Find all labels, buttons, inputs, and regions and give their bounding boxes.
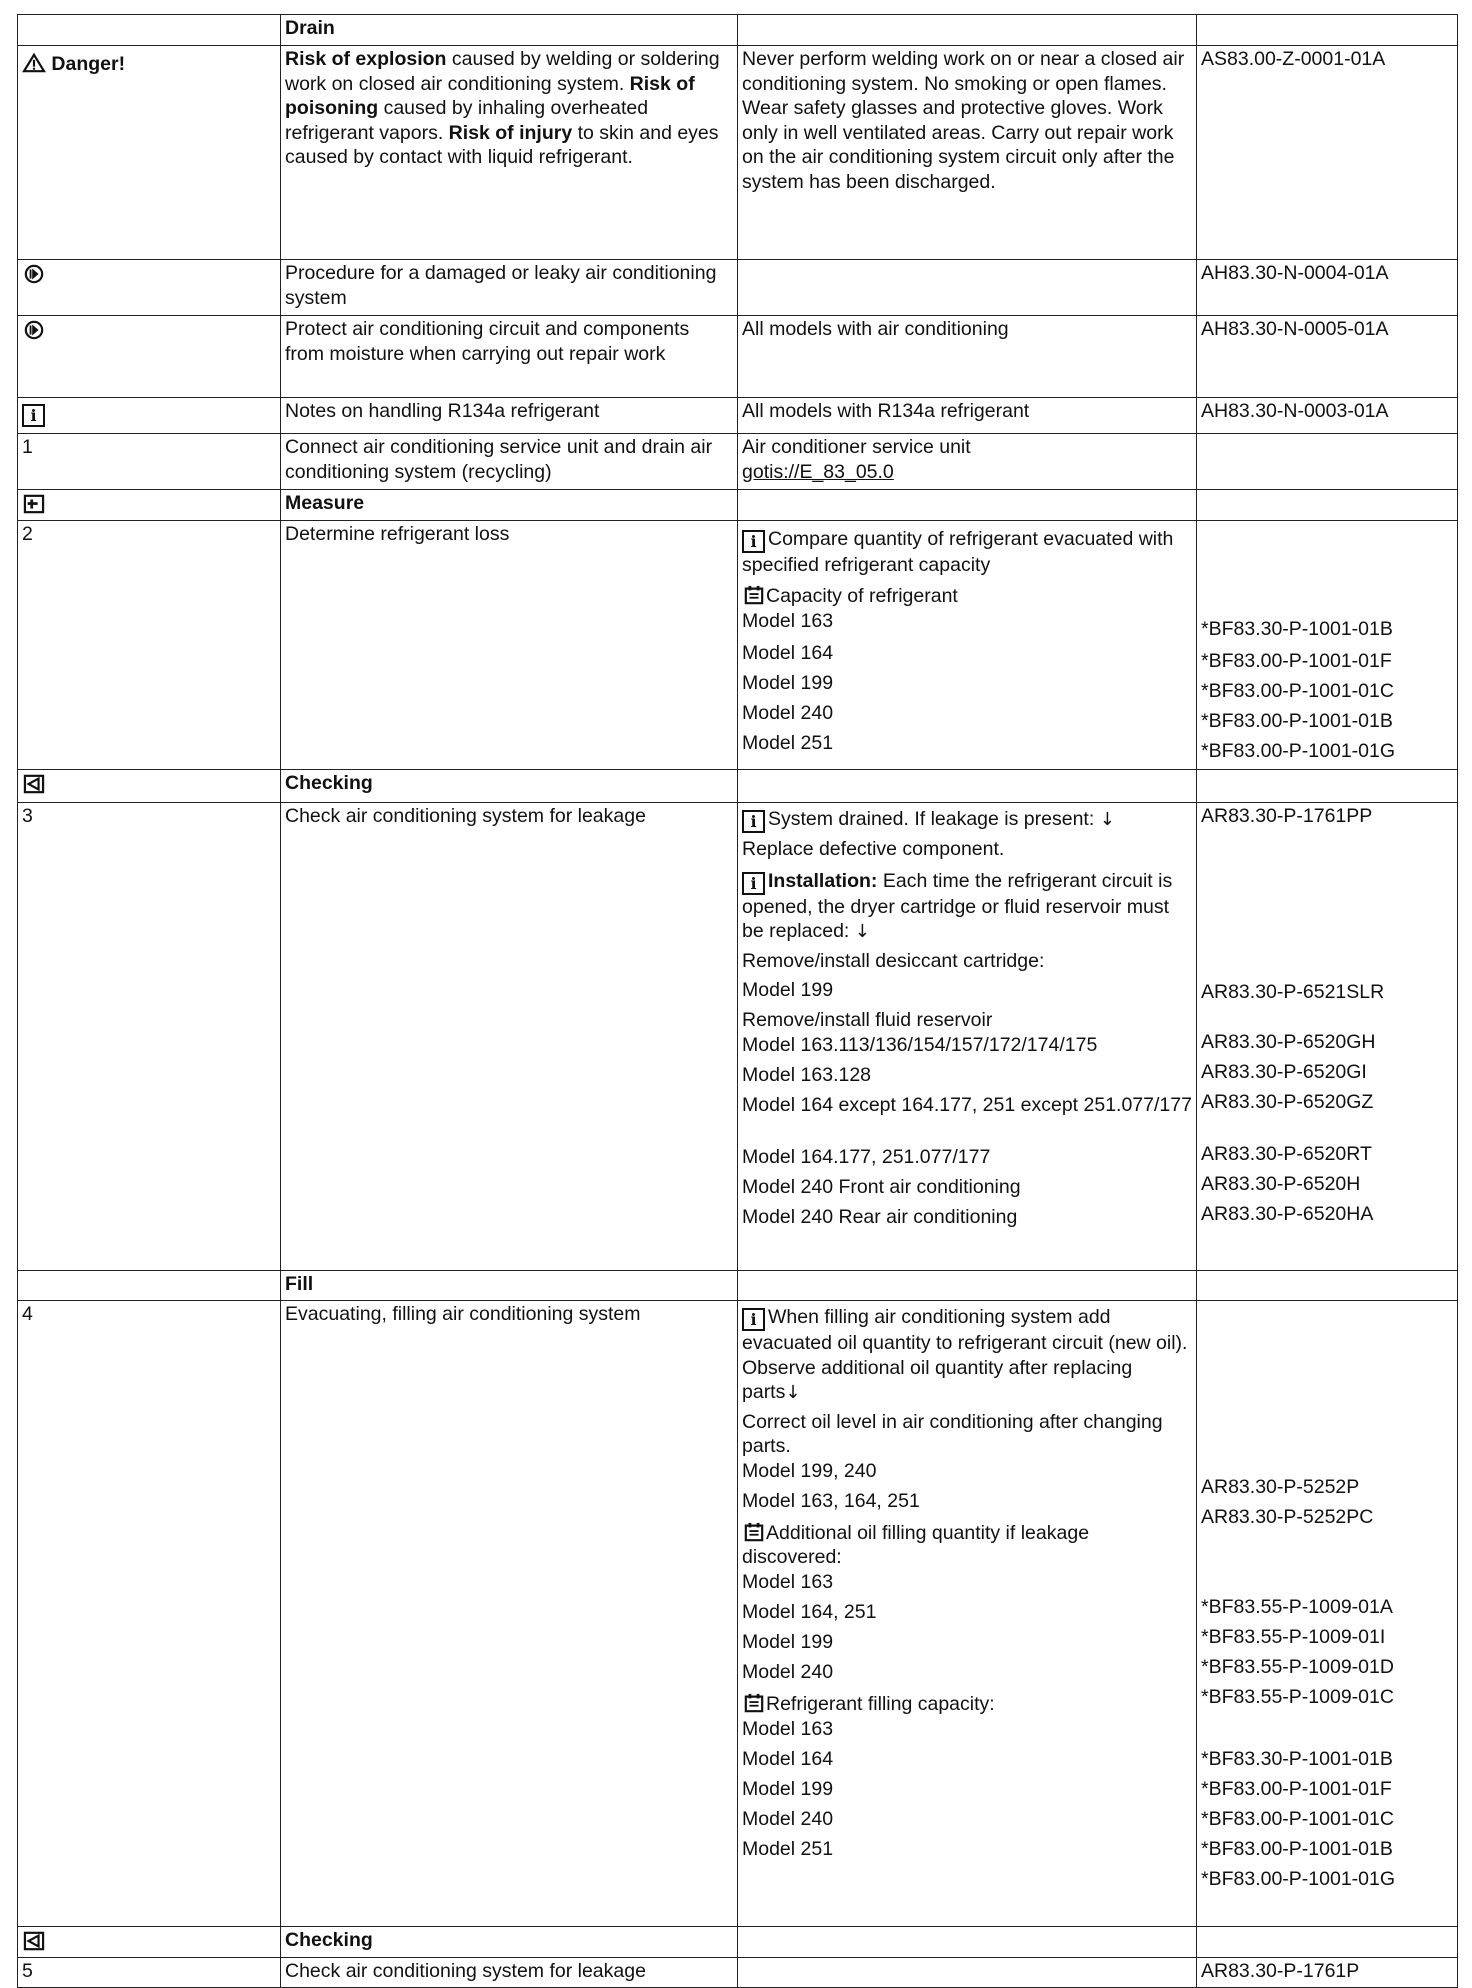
note-row-moisture — [18, 316, 1458, 398]
model-name: Model 163 — [742, 1570, 834, 1593]
section-row-drain — [18, 15, 1458, 46]
procedure-document — [17, 14, 1457, 1988]
model-name: Model 199 — [742, 1778, 834, 1800]
model-ref-link[interactable]: AR83.30-P-6520HA — [1201, 1203, 1374, 1225]
model-ref-link[interactable]: *BF83.00-P-1001-01C — [1201, 1808, 1394, 1830]
note-info: All models with air conditioning — [738, 316, 1197, 398]
model-name: Model 251 — [742, 1838, 834, 1860]
data-sheet-icon — [742, 1522, 766, 1542]
danger-ref-link[interactable]: AS83.00-Z-0001-01A — [1197, 46, 1458, 260]
model-ref-link[interactable]: AR83.30-P-6520H — [1201, 1173, 1361, 1195]
note-info: All models with R134a refrigerant — [738, 398, 1197, 434]
note-row-damaged-system — [18, 260, 1458, 316]
step-number: 5 — [18, 1958, 281, 1988]
down-arrow-icon: ↓ — [854, 921, 870, 942]
model-name: Model 199, 240 — [742, 1459, 877, 1482]
model-name: Model 163, 164, 251 — [742, 1489, 920, 1512]
info-icon: i — [742, 872, 765, 895]
note-ref-link[interactable]: AH83.30-N-0005-01A — [1197, 316, 1458, 398]
oil-model-list — [742, 1459, 1192, 1519]
model-name: Model 240 Front air conditioning — [742, 1176, 1021, 1198]
note-ref-link[interactable]: AH83.30-N-0003-01A — [1197, 398, 1458, 434]
refrigerant-capacity-heading: Refrigerant filling capacity: — [742, 1692, 1192, 1718]
note-text: Notes on handling R134a refrigerant — [281, 398, 738, 434]
reservoir-ref-list — [1201, 1030, 1453, 1232]
model-name: Model 164, 251 — [742, 1600, 877, 1623]
measure-gauge-icon — [22, 494, 46, 514]
capacity-ref-list — [1201, 617, 1453, 769]
model-ref-link[interactable]: AR83.30-P-6520GI — [1201, 1061, 1367, 1083]
step-number: 2 — [18, 521, 281, 770]
model-name: Model 163.113/136/154/157/172/174/175 — [742, 1034, 1098, 1056]
danger-row — [18, 46, 1458, 260]
step-text: Evacuating, filling air conditioning system — [281, 1301, 738, 1927]
reservoir-model-list — [742, 1033, 1192, 1235]
model-ref-link[interactable]: AR83.30-P-5252PC — [1201, 1506, 1374, 1528]
model-name: Model 251 — [742, 732, 834, 754]
danger-label: Danger! — [51, 53, 126, 75]
additional-oil-heading: Additional oil filling quantity if leakage discovered: — [742, 1521, 1090, 1568]
info-icon: i — [742, 530, 765, 553]
step-row-1 — [18, 434, 1458, 490]
model-name: Model 164 — [742, 642, 834, 664]
warning-triangle-icon — [22, 53, 46, 73]
model-ref-link[interactable]: AR83.30-P-5252P — [1201, 1476, 1360, 1498]
model-name: Model 240 — [742, 1660, 834, 1683]
model-ref-link[interactable]: *BF83.00-P-1001-01C — [1201, 680, 1394, 702]
model-ref-link[interactable]: *BF83.30-P-1001-01B — [1201, 1748, 1393, 1770]
additional-oil-ref-list — [1201, 1595, 1453, 1715]
model-name: Model 164 — [742, 1748, 834, 1770]
checking-play-icon — [22, 1931, 46, 1951]
model-name: Model 199 — [742, 1630, 834, 1653]
desiccant-model: Model 199 — [742, 979, 834, 1001]
note-row-r134a — [18, 398, 1458, 434]
step-row-4: 4 Evacuating, filling air conditioning system i When filling air conditioning system add evacuated oil quantity to refrigerant circuit (new oil). Observe additional oil quantity after replacing parts↓ Correct oil level in air conditioning after changing parts. Model 199, 240 Model 163, 164, 251 Additional oil filling quantity if leakage discovered: Model 163 Model 164, 251 Model 199 Model 240 Refrigerant filling capacity: Model 163 Model 164 Model 199 Model 240 Model 251 AR83.30-P-5252P AR83.30-P-5252PC *BF83.55-P-1009-01A *BF83.55-P-1009-01I *BF83.55-P-1009-01D *BF83.55-P-1009-01C *BF83.30-P-1001-01B *BF83.00-P-1001-01F *BF83.00-P-1001-01C *BF83.00-P-1001-01B *BF83.00-P-1001-01G — [18, 1301, 1458, 1927]
leakage-ref-link[interactable]: AR83.30-P-1761PP — [1201, 805, 1373, 827]
model-ref-link[interactable]: AR83.30-P-6520GH — [1201, 1031, 1376, 1053]
step-row-5 — [18, 1958, 1458, 1988]
model-name: Model 240 — [742, 702, 834, 724]
danger-measures: Never perform welding work on or near a closed air conditioning system. No smoking or open flames. Wear safety glasses and protective gloves. Work only in well ventilated areas. Carry out repair work on the air conditioning system circuit only after the system has been discharged. — [738, 46, 1197, 260]
section-row-checking — [18, 770, 1458, 803]
notice-circle-icon — [22, 264, 46, 284]
model-name: Model 240 — [742, 1808, 834, 1830]
refrigerant-ref-list — [1201, 1747, 1453, 1897]
model-ref-link[interactable]: *BF83.00-P-1001-01F — [1201, 650, 1392, 672]
model-ref-link[interactable]: *BF83.55-P-1009-01I — [1201, 1626, 1386, 1648]
info-icon: i — [742, 810, 765, 833]
service-unit-link[interactable]: gotis://E_83_05.0 — [742, 460, 894, 483]
model-name: Model 199 — [742, 672, 834, 694]
step-text: Check air conditioning system for leakage — [281, 1958, 738, 1988]
step-number: 4 — [18, 1301, 281, 1927]
model-name: Model 164 except 164.177, 251 except 251.077/177 — [742, 1094, 1192, 1116]
model-ref-link[interactable]: *BF83.55-P-1009-01A — [1201, 1596, 1393, 1618]
model-ref-link[interactable]: AR83.30-P-6520RT — [1201, 1143, 1372, 1165]
info-icon: i — [742, 1308, 765, 1331]
section-row-measure — [18, 490, 1458, 521]
model-ref-link[interactable]: *BF83.00-P-1001-01G — [1201, 1868, 1396, 1890]
model-ref-link[interactable]: AR83.30-P-6520GZ — [1201, 1091, 1374, 1113]
installation-note: i Installation: Each time the refrigerant circuit is opened, the dryer cartridge or fluid reservoir must be replaced: ↓ — [742, 869, 1173, 942]
step-row-2 — [18, 521, 1458, 770]
notice-circle-icon — [22, 320, 46, 340]
danger-description: Risk of explosion caused by welding or soldering work on closed air conditioning system. Risk of poisoning caused by inhaling overheated refrigerant vapors. Risk of injury to skin and eyes caused by contact with liquid refrigerant. — [281, 46, 738, 260]
capacity-heading: Capacity of refrigerant — [742, 584, 1192, 610]
model-ref-link[interactable]: *BF83.00-P-1001-01B — [1201, 1838, 1393, 1860]
model-name: Model 240 Rear air conditioning — [742, 1206, 1018, 1228]
step-note: i Compare quantity of refrigerant evacuated with specified refrigerant capacity — [742, 528, 1174, 576]
capacity-model-list — [742, 609, 1192, 761]
note-text: Procedure for a damaged or leaky air conditioning system — [281, 260, 738, 316]
oil-ref-list — [1201, 1475, 1453, 1535]
down-arrow-icon: ↓ — [1099, 809, 1115, 830]
section-title-checking: Checking — [281, 1927, 738, 1958]
leakage-note: i System drained. If leakage is present: ↓ — [742, 807, 1192, 833]
down-arrow-icon: ↓ — [785, 1382, 801, 1403]
info-icon: i — [22, 404, 45, 427]
step-ref-link[interactable]: AR83.30-P-1761P — [1197, 1958, 1458, 1988]
note-ref-link[interactable]: AH83.30-N-0004-01A — [1197, 260, 1458, 316]
model-ref-link[interactable]: *BF83.00-P-1001-01G — [1201, 740, 1396, 762]
desiccant-ref-link[interactable]: AR83.30-P-6521SLR — [1201, 980, 1385, 1003]
model-name: Model 163 — [742, 610, 834, 632]
step-text: Determine refrigerant loss — [281, 521, 738, 770]
step-info: Air conditioner service unit — [742, 436, 971, 458]
section-title-fill: Fill — [281, 1271, 738, 1301]
checking-play-icon — [22, 774, 46, 794]
model-ref-link[interactable]: *BF83.55-P-1009-01C — [1201, 1686, 1394, 1708]
note-text: Protect air conditioning circuit and components from moisture when carrying out repair work — [281, 316, 738, 398]
data-sheet-icon — [742, 1693, 766, 1713]
additional-oil-model-list — [742, 1570, 1192, 1690]
refrigerant-model-list — [742, 1717, 1192, 1867]
model-name: Model 163.128 — [742, 1064, 872, 1086]
procedure-table — [17, 14, 1458, 1988]
oil-note: i When filling air conditioning system add evacuated oil quantity to refrigerant circuit (new oil). Observe additional oil quantity after replacing parts↓ — [742, 1306, 1188, 1403]
section-row-checking-2 — [18, 1927, 1458, 1958]
section-title-drain: Drain — [281, 15, 738, 46]
step-number: 3 — [18, 803, 281, 1271]
step-text: Connect air conditioning service unit and drain air conditioning system (recycling) — [281, 434, 738, 490]
section-row-fill — [18, 1271, 1458, 1301]
step-row-3: 3 Check air conditioning system for leakage i System drained. If leakage is present: ↓ Replace defective component. i Installation: Each time the refrigerant circuit is opened, the dryer cartridge or fluid reservoir must be replaced: ↓ Remove/install desiccant cartridge: Model 199 Remove/install fluid reservoir Model 163.113/136/154/157/172/174/175 Model 163.128 Model 164 except 164.177, 251 except 251.077/177 Model 164.177, 251.077/177 Model 240 Front air conditioning Model 240 Rear air conditioning AR83.30-P-1761PP AR83.30-P-6521SLR AR83.30-P-6520GH AR83.30-P-6520GI AR83.30-P-6520GZ AR83.30-P-6520RT AR83.30-P-6520H AR83.30-P-6520HA — [18, 803, 1458, 1271]
model-name: Model 163 — [742, 1718, 834, 1740]
data-sheet-icon — [742, 585, 766, 605]
model-name: Model 164.177, 251.077/177 — [742, 1146, 991, 1168]
section-title-measure: Measure — [281, 490, 738, 521]
model-ref-link[interactable]: *BF83.00-P-1001-01B — [1201, 710, 1393, 732]
model-ref-link[interactable]: *BF83.30-P-1001-01B — [1201, 618, 1393, 640]
model-ref-link[interactable]: *BF83.00-P-1001-01F — [1201, 1778, 1392, 1800]
section-title-checking: Checking — [281, 770, 738, 803]
model-ref-link[interactable]: *BF83.55-P-1009-01D — [1201, 1656, 1394, 1678]
step-number: 1 — [18, 434, 281, 490]
step-text: Check air conditioning system for leakage — [281, 803, 738, 1271]
